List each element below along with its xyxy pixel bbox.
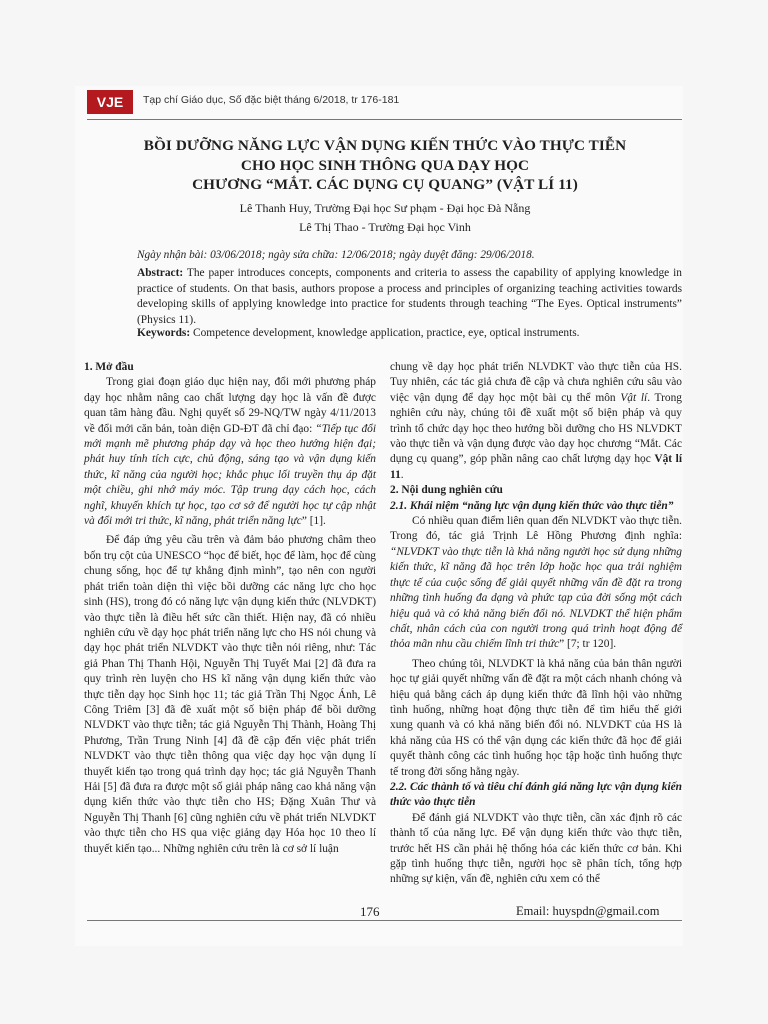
author-line-1: Lê Thanh Huy, Trường Đại học Sư phạm - Đại học Đà Nẵng [239,201,531,215]
journal-header [75,90,683,116]
quote-text: “Tiếp tục đổi mới mạnh mẽ phương pháp dạy và học theo hướng hiện đại; phát huy tính tích cực, chủ động, sáng tạo và vận dụng kiến thức, kĩ năng của người học; khắc phục lối truyền thụ áp đặt một chiều, ghi nhớ máy móc. Tập trung dạy cách học, cách nghĩ, khuyến khích tự học, tạo cơ sở để người học tự cập nhật và đổi mới tri thức, kĩ năng, phát triển năng lực [84,422,376,528]
italic-text: Vật lí [620,391,648,404]
page-number: 176 [360,904,380,919]
title-line-1: BỒI DƯỠNG NĂNG LỰC VẬN DỤNG KIẾN THỨC VÀO THỰC TIỄN [143,137,627,154]
citation-text: ” [1]. [301,515,326,528]
left-column [84,360,376,857]
paragraph-text: Trong giai đoạn giáo dục hiện nay, đổi mới phương pháp dạy học nhằm nâng cao chất lượng dạy học là vấn đề được quan tâm hàng đầu. Nghị quyết số 29-NQ/TW ngày 4/11/2013 về đổi mới căn bản, toàn diện GD-ĐT đã chỉ đạo: [84,376,376,435]
journal-citation: Tạp chí Giáo dục, Số đặc biệt tháng 6/2018, tr 176-181 [143,94,400,106]
keywords-label: Keywords: [137,327,191,339]
journal-logo: VJE [87,90,133,114]
article-title [95,136,675,195]
paragraph-text: . Trong nghiên cứu này, chúng tôi đề xuất một số biện pháp và quy trình tổ chức dạy học theo hướng bồi dưỡng cho HS NLVDKT vào thực tiễn và vận dụng được vào dạy học chương “Mắt. Các dụng cụ quang”, góp phần nâng cao chất lượng dạy học [390,391,682,466]
submission-dates: Ngày nhận bài: 03/06/2018; ngày sửa chữa: 12/06/2018; ngày duyệt đăng: 29/06/2018. [137,249,535,261]
footer-rule [87,920,682,921]
paragraph-definition: Theo chúng tôi, NLVDKT là khả năng của bản thân người học tự giải quyết những vấn đề đặt ra một cách nhanh chóng và hiệu quả bằng cách áp dụng kiến thức đã lĩnh hội vào những tình huống, những hoạt động thực tiễn để tìm hiểu thế giới xung quanh và có khả năng biến đổi nó. NLVDKT của HS là khả năng của HS có thể vận dụng các kiến thức đã học để giải quyết thành công các tình huống học tập hoặc tình huống thực tế trong đời sống hằng ngày. [390,657,682,778]
paragraph-intro-2: Để đáp ứng yêu cầu trên và đảm bảo phương châm theo bốn trụ cột của UNESCO “học để biết, học để làm, học để cùng chung sống, học để tự khẳng định mình”, tạo nên con người phát triển toàn diện thì việc bồi dưỡng các năng lực cho học sinh (HS), trong đó có năng lực vận dụng kiến thức (NLVDKT) vào thực tiễn là điều hết sức cần thiết. Hiện nay, đã có nhiều nghiên cứu về dạy học phát triển năng lực cho HS nói chung và dạy học phát triển NLVDKT vào thực tiễn nói riêng, như: Tác giả Phan Thị Thanh Hội, Nguyễn Thị Tuyết Mai [2] đã đưa ra quy trình rèn luyện cho HS kĩ năng vận dụng kiến thức vào thực tiễn dạy học Sinh học 11; tác giả Trần Thị Ngọc Ánh, Lê Công Triêm [3] đã đề xuất một số biện pháp để bồi dưỡng NLVDKT vào thực tiễn; tác giả Nguyễn Thị Thành, Hoàng Thị Phương, Trần Trung Ninh [4] đã đề cập đến việc phát triển NLVDKT vào thực tiễn thông qua việc dạy học vận dụng lí thuyết kiến tạo trong quá trình dạy học; tác giả Nguyễn Thanh Hải [5] đã đưa ra được một số giải pháp nâng cao khả năng vận dụng kiến thức vào thực tiễn cho HS; Đặng Xuân Thư và Nguyễn Thị Thanh [6] cũng nghiên cứu về phát triển NLVDKT vào thực tiễn cho HS qua việc giảng dạy Hóa học 10 theo lí thuyết kiến tạo... Những nghiên cứu trên là cơ sở lí luận [84,534,376,855]
author-line-2: Lê Thị Thao - Trường Đại học Vinh [299,220,471,234]
abstract-label: Abstract: [137,267,184,279]
title-line-3: CHƯƠNG “MẮT. CÁC DỤNG CỤ QUANG” (VẬT LÍ 11) [192,176,578,193]
subsection-heading-2-2: 2.2. Các thành tố và tiêu chí đánh giá năng lực vận dụng kiến thức vào thực tiễn [390,780,682,809]
keywords [137,326,682,341]
paragraph-text: Có nhiều quan điểm liên quan đến NLVDKT vào thực tiễn. Trong đó, tác giả Trịnh Lê Hồng Phương định nghĩa: [390,515,682,543]
section-heading-intro: 1. Mở đầu [84,361,134,373]
paragraph-intro-3 [390,360,682,483]
paragraph-intro-1 [84,375,376,529]
paragraph-text: chung về dạy học phát triển NLVDKT vào thực tiễn của HS. Tuy nhiên, các tác giả chưa đề cập và chưa nghiên cứu sâu vào việc vận dụng để dạy học một bài cụ thể môn [390,361,682,404]
bold-text: Vật lí 11 [390,453,682,481]
subsection-heading-2-1: 2.1. Khái niệm “năng lực vận dụng kiến thức vào thực tiễn” [390,499,674,512]
abstract-text: The paper introduces concepts, components and criteria to assess the capability of applying knowledge in practice of students. On that basis, authors propose a process and principles of organizing teaching activities towards developing skills of applying knowledge into practice for students through teaching “The Eyes. Optical instruments” (Physics 11). [137,267,682,326]
header-rule [87,119,682,120]
title-line-2: CHO HỌC SINH THÔNG QUA DẠY HỌC [240,156,530,174]
contact-email: Email: huyspdn@gmail.com [516,904,660,918]
right-column [390,360,682,888]
author-block [95,199,675,237]
paragraph-text: . [400,468,404,481]
abstract [137,266,682,328]
citation-text: ” [7; tr 120]. [559,638,617,651]
paragraph-concept [390,514,682,653]
paragraph-components: Để đánh giá NLVDKT vào thực tiễn, cần xác định rõ các thành tố của năng lực. Để vận dụng kiến thức vào thực tiễn, trước hết HS cần phải hệ thống hóa các kiến thức cơ bản. Khi gặp tình huống thực tiễn, người học sẽ phân tích, tổng hợp những sự kiện, vấn đề, nghiên cứu xem có thể [390,811,682,886]
keywords-text: Competence development, knowledge application, practice, eye, optical instruments. [190,327,580,339]
section-heading-content: 2. Nội dung nghiên cứu [390,484,503,497]
quote-text: “NLVDKT vào thực tiễn là khả năng người học sử dụng những kiến thức, kĩ năng đã học trên lớp hoặc học qua trải nghiệm thực tế của cuộc sống để giải quyết những vấn đề đặt ra trong những tình huống đa dạng và phức tạp của đời sống một cách hiệu quả và có khả năng biến đổi nó. NLVDKT thể hiện phẩm chất, nhân cách của con người trong quá trình hoạt động để thỏa mãn nhu cầu chiếm lĩnh tri thức [390,545,682,651]
